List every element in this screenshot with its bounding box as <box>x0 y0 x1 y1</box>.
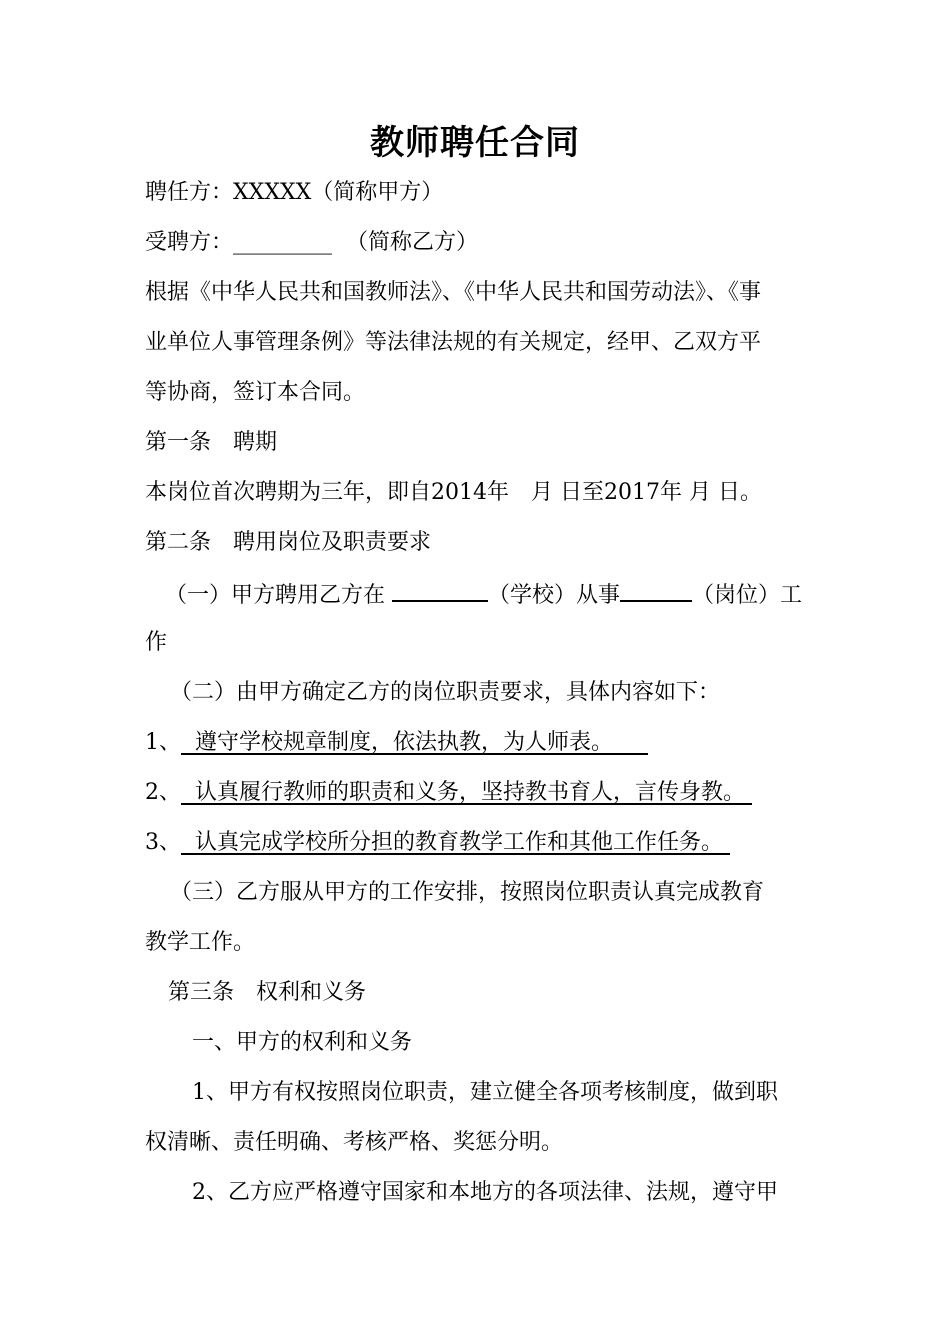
document-title: 教师聘任合同 <box>370 123 580 163</box>
duty-text: 认真完成学校所分担的教育教学工作和其他工作任务。 <box>195 830 724 855</box>
article3-heading: 第三条 权利和义务 <box>168 980 367 1005</box>
article1-heading: 第一条 聘期 <box>145 430 278 455</box>
duty-item <box>145 728 648 758</box>
position-blank <box>620 578 692 602</box>
article2-item1-part-b: （学校）从事 <box>488 583 621 608</box>
article3-item2-line-1: 2、乙方应严格遵守国家和本地方的各项法律、法规，遵守甲 <box>192 1180 778 1205</box>
article2-item3-line-2: 教学工作。 <box>145 930 256 955</box>
school-blank <box>392 578 488 602</box>
duty-text: 认真履行教师的职责和义务，坚持教书育人，言传身教。 <box>195 780 746 805</box>
employee-line <box>145 228 478 258</box>
article2-item1-part-c: （岗位）工 <box>692 583 803 608</box>
employee-blank: _________ <box>233 230 333 255</box>
employee-prefix: 受聘方： <box>145 230 234 255</box>
duty-number: 2、 <box>145 780 181 805</box>
article2-item1-wrap: 作 <box>145 630 168 655</box>
article2-heading: 第二条 聘用岗位及职责要求 <box>145 530 432 555</box>
article2-item1 <box>165 578 802 611</box>
duty-text: 遵守学校规章制度，依法执教，为人师表。 <box>195 730 614 755</box>
duty-number: 3、 <box>145 830 181 855</box>
article2-item2: （二）由甲方确定乙方的岗位职责要求，具体内容如下： <box>170 680 721 705</box>
article2-item1-part-a: （一）甲方聘用乙方在 <box>165 583 386 608</box>
duty-item <box>145 828 730 858</box>
article3-item1-line-2: 权清晰、责任明确、考核严格、奖惩分明。 <box>145 1130 564 1155</box>
article1-text: 本岗位首次聘期为三年，即自2014年 月 日至2017年 月 日。 <box>145 480 762 505</box>
preamble-line-1: 根据《中华人民共和国教师法》、《中华人民共和国劳动法》、《事 <box>145 280 762 305</box>
preamble-line-3: 等协商，签订本合同。 <box>145 380 366 405</box>
preamble-line-2: 业单位人事管理条例》等法律法规的有关规定，经甲、乙双方平 <box>145 330 762 355</box>
employer-line: 聘任方：XXXXX（简称甲方） <box>145 180 444 205</box>
duty-item <box>145 778 752 808</box>
article2-item3-line-1: （三）乙方服从甲方的工作安排，按照岗位职责认真完成教育 <box>170 880 765 905</box>
duty-number: 1、 <box>145 730 181 755</box>
employee-suffix: （简称乙方） <box>346 230 479 255</box>
article3-item1-line-1: 1、甲方有权按照岗位职责，建立健全各项考核制度，做到职 <box>192 1080 778 1105</box>
article3-sub1: 一、甲方的权利和义务 <box>192 1030 413 1055</box>
